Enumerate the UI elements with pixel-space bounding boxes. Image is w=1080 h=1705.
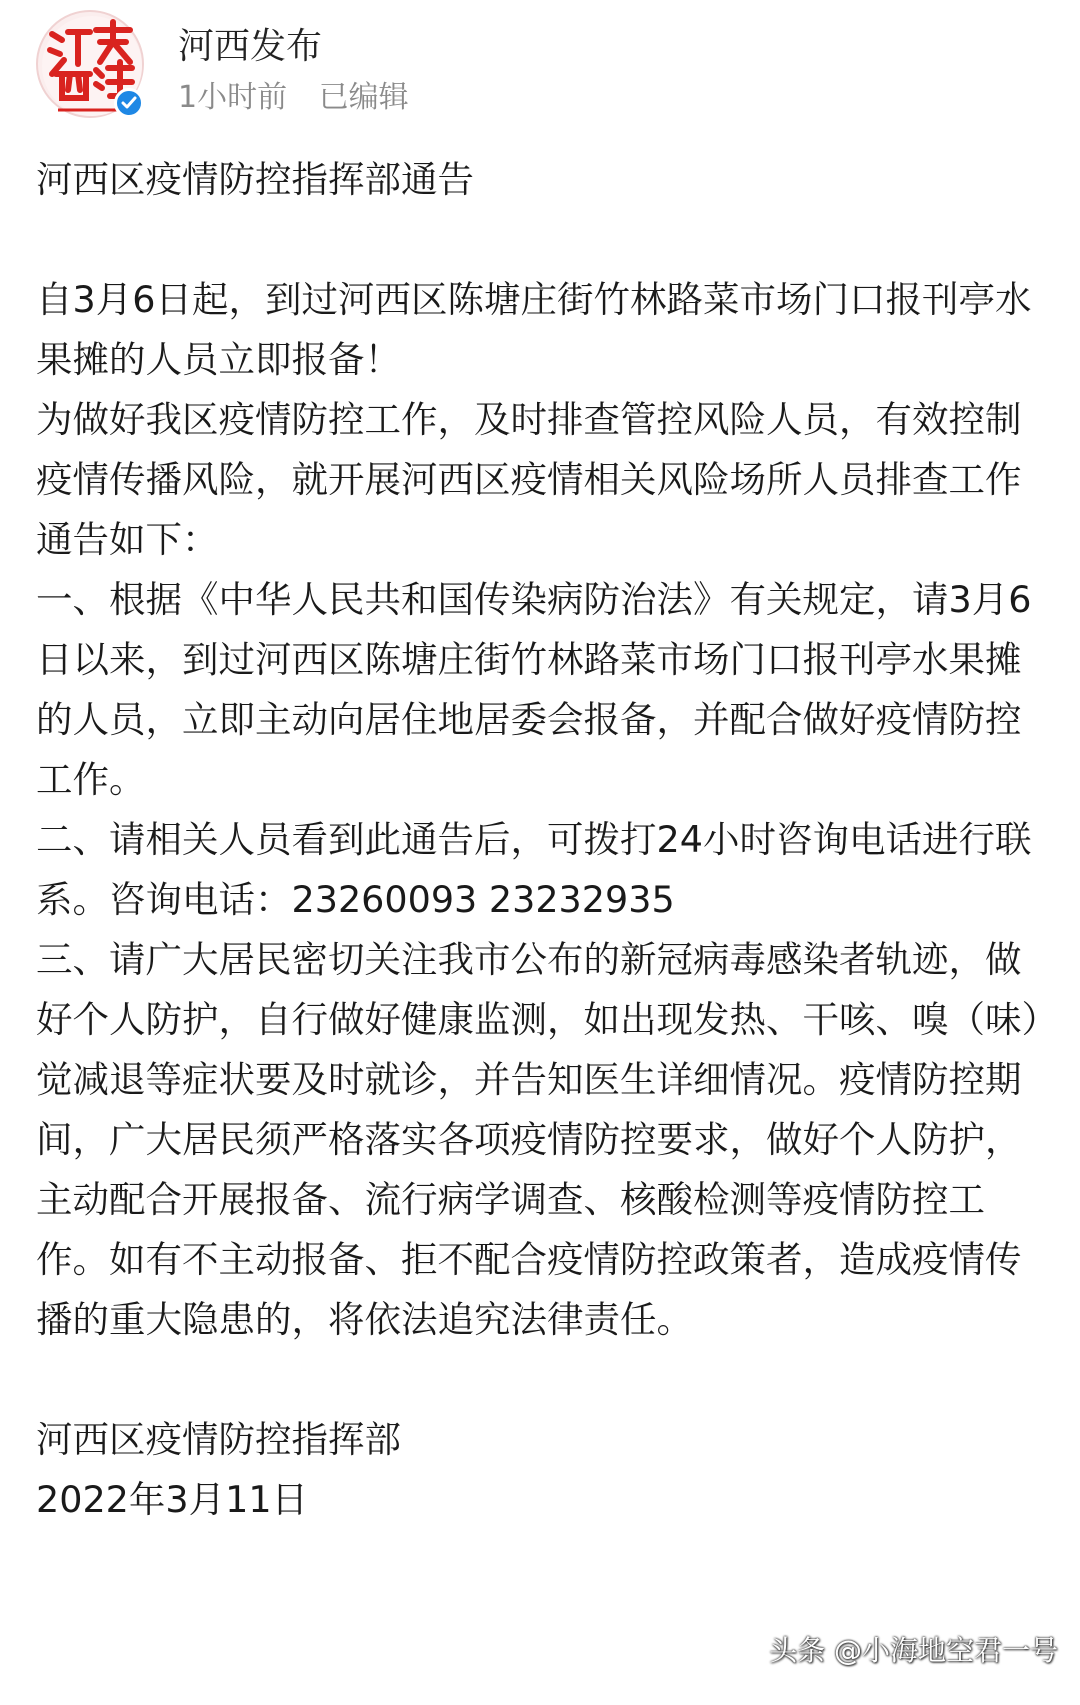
notice-title: 河西区疫情防控指挥部通告 bbox=[36, 158, 474, 201]
post-content bbox=[36, 150, 1046, 1530]
verified-badge-icon bbox=[114, 88, 144, 118]
notice-item-1: 一、根据《中华人民共和国传染病防治法》有关规定，请3月6日以来，到过河西区陈塘庄街竹林路菜市场门口报刊亭水果摊的人员，立即主动向居住地居委会报备，并配合做好疫情防控工作。 bbox=[36, 578, 1032, 801]
post-header bbox=[36, 10, 1036, 122]
account-name[interactable]: 河西发布 bbox=[178, 26, 323, 67]
post-meta bbox=[178, 72, 409, 116]
avatar[interactable] bbox=[36, 10, 144, 118]
notice-item-2: 二、请相关人员看到此通告后，可拨打24小时咨询电话进行联系。咨询电话：23260093 23232935 bbox=[36, 818, 1032, 921]
watermark: 头条 @小海地空君一号 bbox=[769, 1634, 1058, 1667]
notice-headline: 自3月6日起，到过河西区陈塘庄街竹林路菜市场门口报刊亭水果摊的人员立即报备！ bbox=[36, 278, 1032, 381]
notice-item-3: 三、请广大居民密切关注我市公布的新冠病毒感染者轨迹，做好个人防护，自行做好健康监测，如出现发热、干咳、嗅（味）觉减退等症状要及时就诊，并告知医生详细情况。疫情防控期间，广大居民须严格落实各项疫情防控要求，做好个人防护，主动配合开展报备、流行病学调查、核酸检测等疫情防控工作。如有不主动报备、拒不配合疫情防控政策者，造成疫情传播的重大隐患的，将依法追究法律责任。 bbox=[36, 938, 1040, 1341]
notice-date: 2022年3月11日 bbox=[36, 1478, 309, 1521]
edited-label: 已编辑 bbox=[318, 80, 409, 115]
post-time: 1小时前 bbox=[178, 80, 288, 115]
notice-signature: 河西区疫情防控指挥部 bbox=[36, 1418, 401, 1461]
notice-intro: 为做好我区疫情防控工作，及时排查管控风险人员，有效控制疫情传播风险，就开展河西区疫情相关风险场所人员排查工作通告如下： bbox=[36, 398, 1022, 561]
